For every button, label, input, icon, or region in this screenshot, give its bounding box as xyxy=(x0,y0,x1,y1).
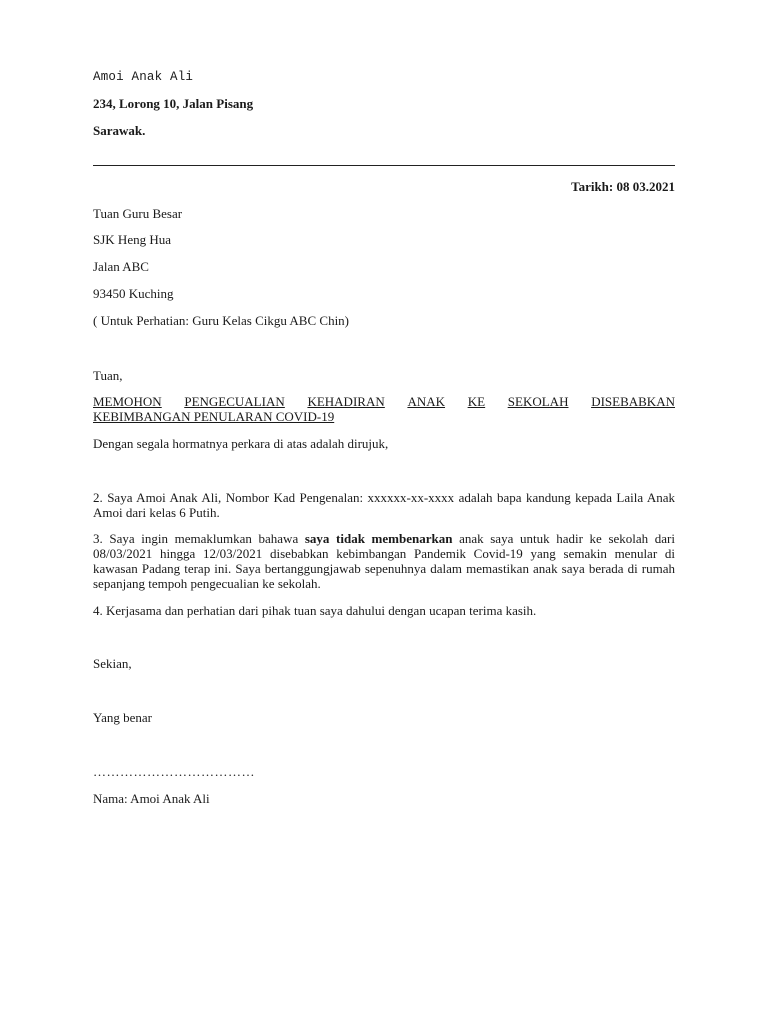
closing-sekian: Sekian, xyxy=(93,656,132,671)
subject-word: DISEBABKAN xyxy=(591,394,675,409)
subject-line2: KEBIMBANGAN PENULARAN COVID-19 xyxy=(93,409,335,424)
signature-line: ……………………………… xyxy=(93,764,255,779)
subject-line1 xyxy=(93,394,675,409)
paragraph-4: 4. Kerjasama dan perhatian dari pihak tuan saya dahului dengan ucapan terima kasih. xyxy=(93,603,537,618)
sender-address-line2: Sarawak. xyxy=(93,123,146,138)
paragraph-3-body: anak saya untuk hadir ke sekolah dari 08/03/2021 hingga 12/03/2021 disebabkan kebimbangan Pandemik Covid-19 yang semakin menular di kawasan Padang terap ini. Saya bertanggungjawab sepenuhnya dalam memastikan anak saya berada di rumah sepanjang tempoh pengecualian ke sekolah. xyxy=(93,531,675,591)
subject-word: PENGECUALIAN xyxy=(184,394,285,409)
salutation: Tuan, xyxy=(93,368,123,383)
paragraph-3-emphasis: saya tidak membenarkan xyxy=(304,531,453,546)
subject-word: KEHADIRAN xyxy=(307,394,385,409)
sender-address-line1: 234, Lorong 10, Jalan Pisang xyxy=(93,96,254,111)
header-divider xyxy=(93,165,675,166)
subject-word: MEMOHON xyxy=(93,394,162,409)
name-line: Nama: Amoi Anak Ali xyxy=(93,791,210,806)
subject-word: SEKOLAH xyxy=(507,394,569,409)
recipient-line2: SJK Heng Hua xyxy=(93,232,171,247)
subject-word: ANAK xyxy=(407,394,446,409)
recipient-line4: 93450 Kuching xyxy=(93,286,174,301)
recipient-line1: Tuan Guru Besar xyxy=(93,206,183,221)
sender-name: Amoi Anak Ali xyxy=(93,70,194,84)
opening-paragraph: Dengan segala hormatnya perkara di atas adalah dirujuk, xyxy=(93,436,389,451)
subject-word: KE xyxy=(467,394,486,409)
recipient-attention: ( Untuk Perhatian: Guru Kelas Cikgu ABC Chin) xyxy=(93,313,350,328)
letter-date: Tarikh: 08 03.2021 xyxy=(571,179,675,194)
paragraph-3-intro: 3. Saya ingin memaklumkan bahawa xyxy=(93,531,305,546)
recipient-line3: Jalan ABC xyxy=(93,259,149,274)
paragraph-3 xyxy=(93,531,675,591)
paragraph-2: 2. Saya Amoi Anak Ali, Nombor Kad Pengenalan: xxxxxx-xx-xxxx adalah bapa kandung kepada Laila Anak Amoi dari kelas 6 Putih. xyxy=(93,490,675,520)
closing-yang-benar: Yang benar xyxy=(93,710,152,725)
